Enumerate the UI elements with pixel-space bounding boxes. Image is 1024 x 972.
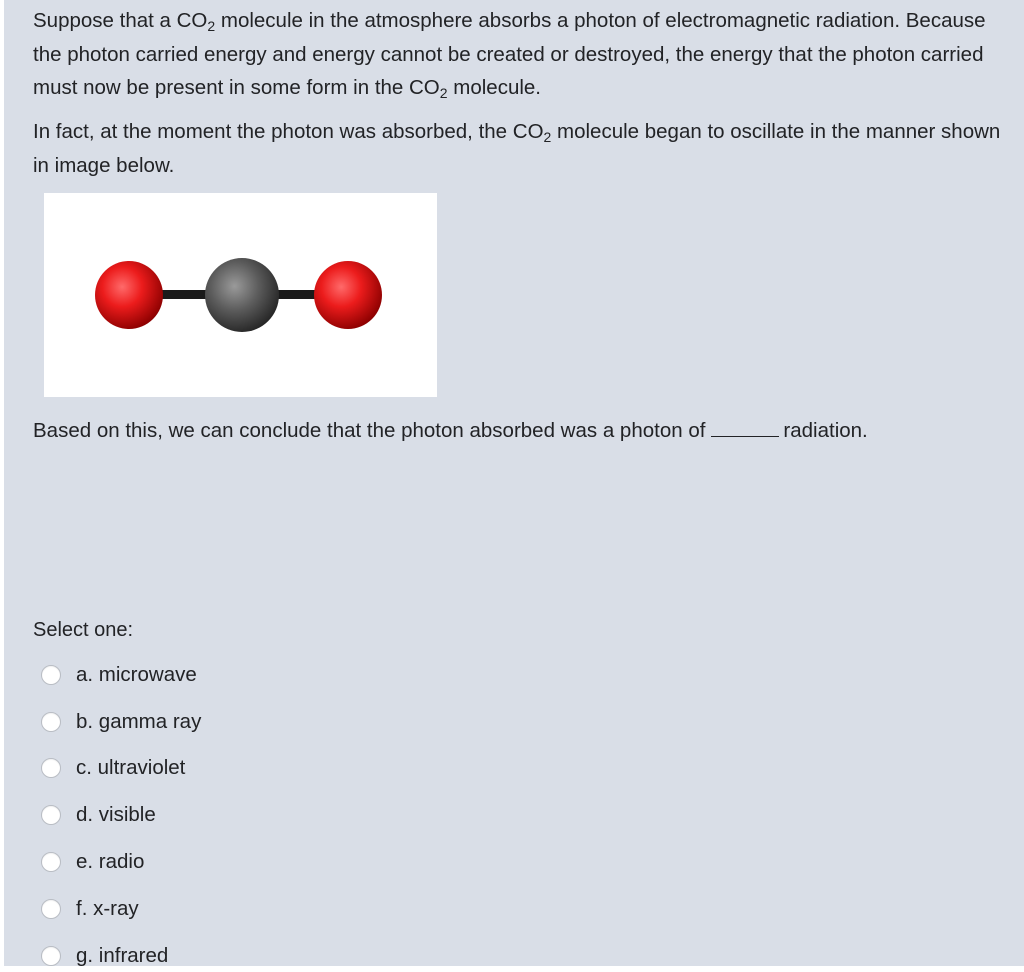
subscript: 2 [207,18,216,34]
option-label[interactable]: b. gamma ray [76,710,202,733]
question-paragraph-2 [33,115,1018,182]
option-c[interactable] [41,752,185,784]
option-f[interactable] [41,893,139,925]
subscript: 2 [543,129,552,145]
question-text: In fact, at the moment the photon was absorbed, the CO [33,120,544,143]
option-label[interactable]: a. microwave [76,663,197,686]
question-panel [4,0,1024,966]
radio-button[interactable] [41,852,61,872]
option-label[interactable]: g. infrared [76,944,169,967]
question-text: molecule in the atmosphere absorbs a photon of electromagnetic radiation. Because the photon carried energy and energy cannot be created or destroyed, the energy that the photon carried must now be present in some form in the CO [33,9,986,99]
oxygen-atom-right [314,261,382,329]
question-text: molecule began to oscillate in the manner shown in image below. [33,120,1001,177]
question-text: Suppose that a CO [33,9,208,32]
radio-button[interactable] [41,712,61,732]
question-text: molecule. [447,76,541,99]
radio-button[interactable] [41,899,61,919]
option-label[interactable]: f. x-ray [76,897,139,920]
radio-button[interactable] [41,946,61,966]
option-b[interactable] [41,706,201,738]
co2-molecule-figure [44,193,437,397]
option-d[interactable] [41,799,156,831]
oxygen-atom-left [95,261,163,329]
radio-button[interactable] [41,665,61,685]
question-prompt [33,414,1018,448]
option-label[interactable]: d. visible [76,803,156,826]
co2-molecule-svg [44,193,437,397]
prompt-text: radiation. [783,419,868,442]
option-label[interactable]: e. radio [76,850,145,873]
select-one-label: Select one: [33,619,134,641]
bond-left [154,290,214,299]
carbon-atom [205,258,279,332]
answer-blank [711,435,779,437]
subscript: 2 [439,85,448,101]
prompt-text: Based on this, we can conclude that the photon absorbed was a photon of [33,419,706,442]
question-paragraph-1 [33,4,1018,105]
radio-button[interactable] [41,805,61,825]
option-g[interactable] [41,940,168,972]
radio-button[interactable] [41,758,61,778]
option-e[interactable] [41,846,144,878]
option-a[interactable] [41,659,197,691]
option-label[interactable]: c. ultraviolet [76,756,186,779]
